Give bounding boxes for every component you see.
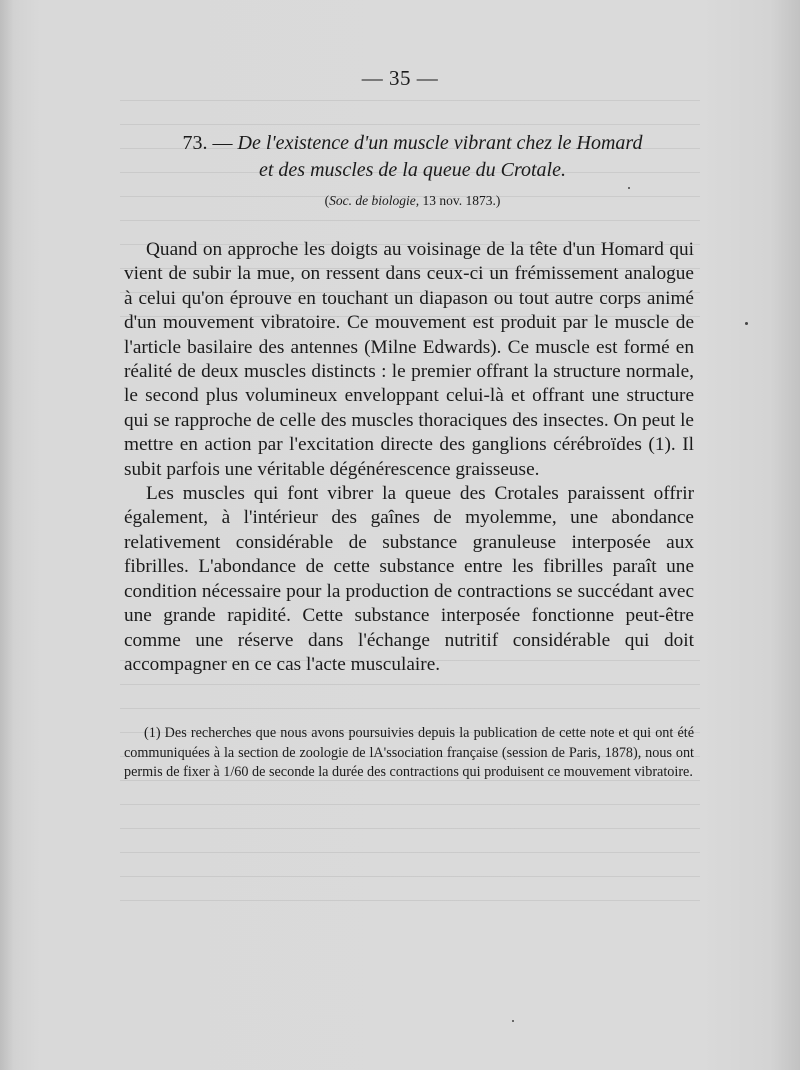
source-date: 13 nov. 1873. bbox=[422, 193, 496, 208]
section-number: 73. — bbox=[182, 132, 233, 154]
paper-speck bbox=[628, 187, 630, 189]
paragraph: Quand on approche les doigts au voisinage de la tête d'un Homard qui vient de subir la mue, on ressent dans ceux-ci un frémissement analogue à celui qu'on éprouve en touchant un diapason ou tout autre corps animé d'un mouvement vibratoire. Ce mouvement est produit par le muscle de l'article basilaire des antennes (Milne Edwards). Ce muscle est formé en réalité de deux muscles distincts : le premier offrant la structure normale, le second plus volumineux enveloppant celui-là et offrant une structure qui se rapproche de celle des muscles thoraciques des insectes. On peut le mettre en action par l'excitation directe des ganglions cérébroïdes (1). Il subit parfois une véritable dégénérescence graisseuse. bbox=[124, 239, 694, 480]
section-heading bbox=[120, 130, 705, 184]
source-journal: Soc. de biologie, bbox=[329, 193, 420, 208]
body-text bbox=[124, 238, 694, 677]
show-through-texture bbox=[120, 660, 700, 920]
section-title-line-2: et des muscles de la queue du Crotale. bbox=[259, 159, 566, 181]
paragraph: Les muscles qui font vibrer la queue des Crotales paraissent offrir également, à l'intérieur des gaînes de myolemme, une abondance relativement considérable de substance granuleuse interposée aux fibrilles. L'abondance de cette substance entre les fibrilles paraît une condition nécessaire pour la production de contractions se succédant avec une grande rapidité. Cette substance interposée fonctionne peut-être comme une réserve dans l'échange nutritif considérable qui doit accompagner en ce cas l'acte musculaire. bbox=[124, 483, 694, 675]
page-number: — 35 — bbox=[361, 66, 439, 90]
section-title-line-1: De l'existence d'un muscle vibrant chez le Homard bbox=[237, 132, 643, 154]
paper-speck bbox=[512, 1020, 514, 1022]
paper-speck bbox=[745, 322, 748, 325]
footnote: (1) Des recherches que nous avons poursuivies depuis la publication de cette note et qui ont été communiquées à la section de zoologie de lA'ssociation française (session de Paris, 1878), nous ont permis de fixer à 1/60 de seconde la durée des contractions qui produisent ce mouvement vibratoire. bbox=[124, 725, 694, 781]
source-citation: (Soc. de biologie, 13 nov. 1873.) bbox=[324, 193, 501, 208]
